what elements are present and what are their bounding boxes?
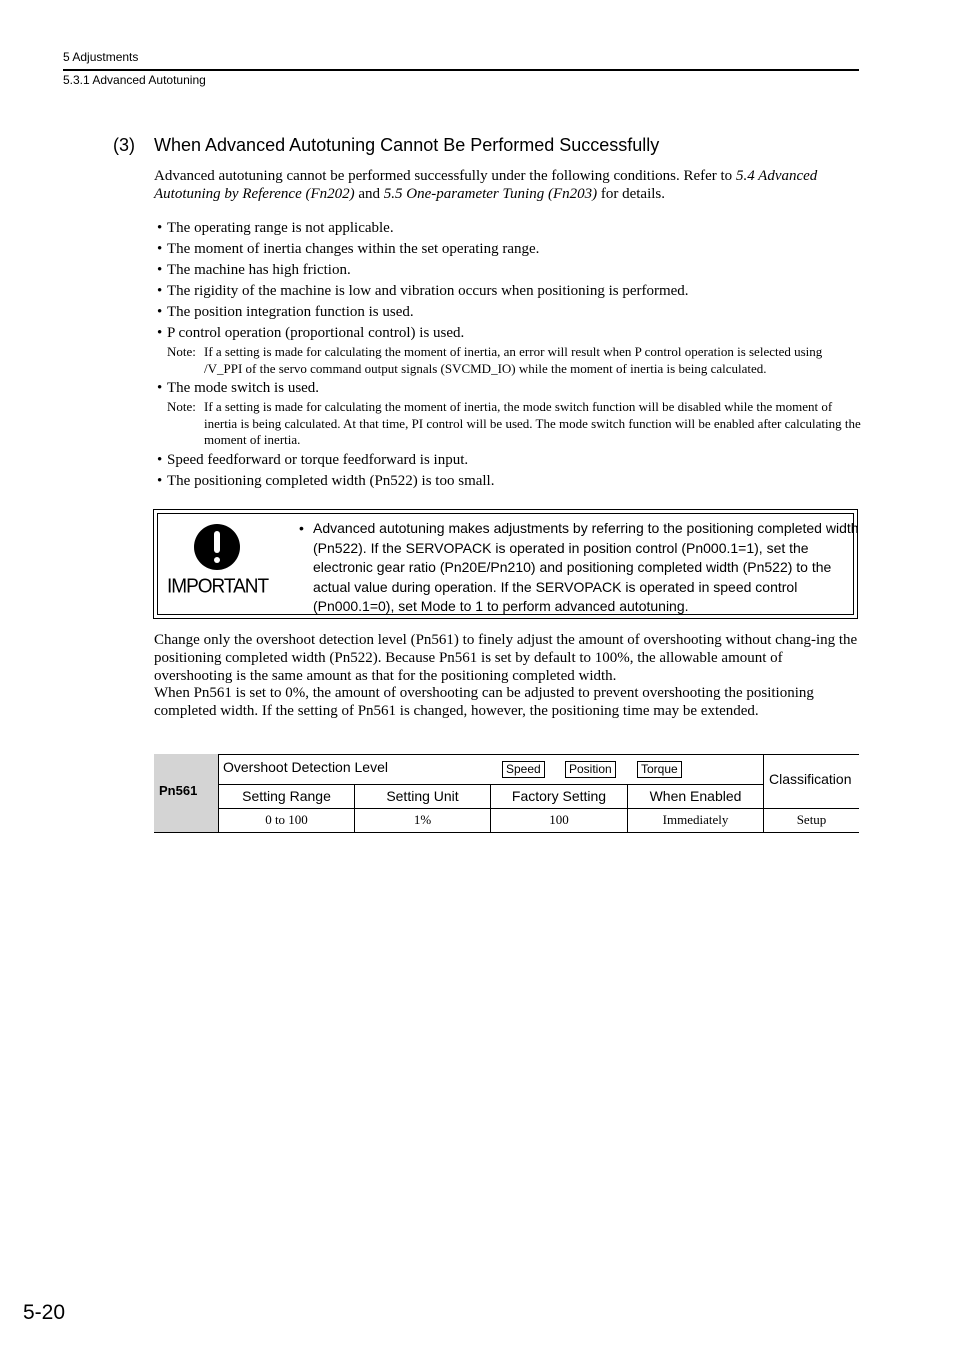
- note-p-control: [167, 344, 862, 377]
- parameter-number-cell: [154, 754, 219, 832]
- tag-torque: Torque: [637, 761, 682, 778]
- list-item: • Speed feedforward or torque feedforward is input.: [157, 451, 469, 468]
- list-item-text: The operating range is not applicable.: [167, 220, 394, 236]
- value-classification: Setup: [796, 812, 827, 827]
- list-item: • The position integration function is used.: [157, 304, 414, 320]
- note-label: Note:: [167, 399, 196, 414]
- list-item: • The positioning completed width (Pn522) is too small.: [157, 472, 495, 489]
- list-item-text: The position integration function is used.: [167, 304, 414, 320]
- overshoot-paragraph: [154, 632, 859, 721]
- list-item: • P control operation (proportional control) is used.: [157, 325, 465, 341]
- note-text: If a setting is made for calculating the moment of inertia, the mode switch function will be disabled while the moment of inertia is being calculated. At that time, PI control will be used. The mode switch function will be enabled after calculating the moment of inertia.: [204, 399, 861, 447]
- page-number: 5-20: [23, 1301, 66, 1324]
- classification-header: Classification: [769, 771, 852, 787]
- condition-list: [157, 220, 862, 494]
- header-setting-range: Setting Range: [242, 788, 331, 804]
- list-item-text: The positioning completed width (Pn522) is too small.: [167, 472, 495, 489]
- value-setting-range: 0 to 100: [265, 812, 308, 827]
- value-when-enabled: Immediately: [662, 812, 729, 827]
- note-mode-switch: [167, 399, 862, 449]
- list-item: • The rigidity of the machine is low and vibration occurs when positioning is performed.: [157, 283, 689, 299]
- value-setting-unit: 1%: [413, 812, 432, 827]
- paragraph-1: Change only the overshoot detection level (Pn561) to finely adjust the amount of overshooting without chang-ing the positioning completed width (Pn522). Because Pn561 is set by default to 100%, the allowable amount of overshooting is the same amount as that for the positioning completed width.: [154, 632, 858, 684]
- header-when-enabled: When Enabled: [649, 788, 742, 804]
- running-header-chapter: 5 Adjustments: [63, 50, 139, 64]
- header-factory-setting: Factory Setting: [511, 788, 607, 804]
- list-item: • The machine has high friction.: [157, 262, 351, 278]
- tag-speed: Speed: [502, 761, 545, 778]
- classification-header-cell: [763, 754, 860, 808]
- header-setting-unit: Setting Unit: [386, 788, 459, 804]
- exclamation-icon: [194, 524, 240, 570]
- section-title: When Advanced Autotuning Cannot Be Performed Successfully: [154, 135, 660, 155]
- running-header-section: 5.3.1 Advanced Autotuning: [63, 73, 206, 87]
- important-box-inner: [157, 513, 859, 615]
- parameter-name: Overshoot Detection Level: [223, 759, 388, 775]
- tag-position: Position: [565, 761, 616, 778]
- value-factory-setting: 100: [549, 812, 569, 827]
- intro-paragraph: [154, 168, 859, 203]
- list-item: • The mode switch is used.: [157, 380, 320, 396]
- list-item: • The operating range is not applicable.: [157, 220, 394, 236]
- list-item-text: The mode switch is used.: [167, 380, 320, 396]
- list-item-text: P control operation (proportional control) is used.: [167, 325, 465, 341]
- intro-text: and: [354, 185, 384, 202]
- intro-reference-fn203: 5.5 One-parameter Tuning (Fn203): [383, 185, 598, 202]
- intro-reference-fn202: 5.4 Advanced Autotuning by Reference (Fn202): [154, 168, 818, 202]
- important-text: [299, 519, 859, 617]
- section-number: (3): [113, 135, 135, 155]
- important-box: [153, 509, 858, 619]
- note-label: Note:: [167, 344, 196, 359]
- list-item-text: The rigidity of the machine is low and vibration occurs when positioning is performed.: [167, 283, 689, 299]
- important-label: IMPORTANT: [167, 575, 269, 598]
- important-body: Advanced autotuning makes adjustments by referring to the positioning completed width (Pn522). If the SERVOPACK is operated in position control (Pn000.1=1), set the electronic gear ratio (Pn20E/Pn210) and positioning completed width (Pn522) to the actual value during operation. If the SERVOPACK is operated in speed control (Pn000.1=0), set Mode to 1 to perform advanced autotuning.: [313, 520, 859, 614]
- list-item: • The moment of inertia changes within the set operating range.: [157, 241, 540, 257]
- important-bullet: •: [299, 520, 304, 536]
- list-item-text: Speed feedforward or torque feedforward is input.: [167, 451, 469, 468]
- parameter-number: Pn561: [159, 783, 198, 798]
- intro-text: for details.: [597, 185, 666, 202]
- list-item-text: The moment of inertia changes within the set operating range.: [167, 241, 540, 257]
- note-text: If a setting is made for calculating the moment of inertia, an error will result when P control operation is selected using /V_PPI of the servo command output signals (SVCMD_IO) while the moment of inertia is being calculated.: [204, 344, 823, 376]
- list-item-text: The machine has high friction.: [167, 262, 351, 278]
- section-heading: [113, 135, 659, 156]
- paragraph-2: When Pn561 is set to 0%, the amount of overshooting can be adjusted to prevent overshooting the positioning completed width. If the setting of Pn561 is changed, however, the positioning time may be extended.: [154, 685, 814, 720]
- intro-text: Advanced autotuning cannot be performed successfully under the following conditions. Refer to: [154, 168, 736, 184]
- header-rule: [63, 69, 859, 71]
